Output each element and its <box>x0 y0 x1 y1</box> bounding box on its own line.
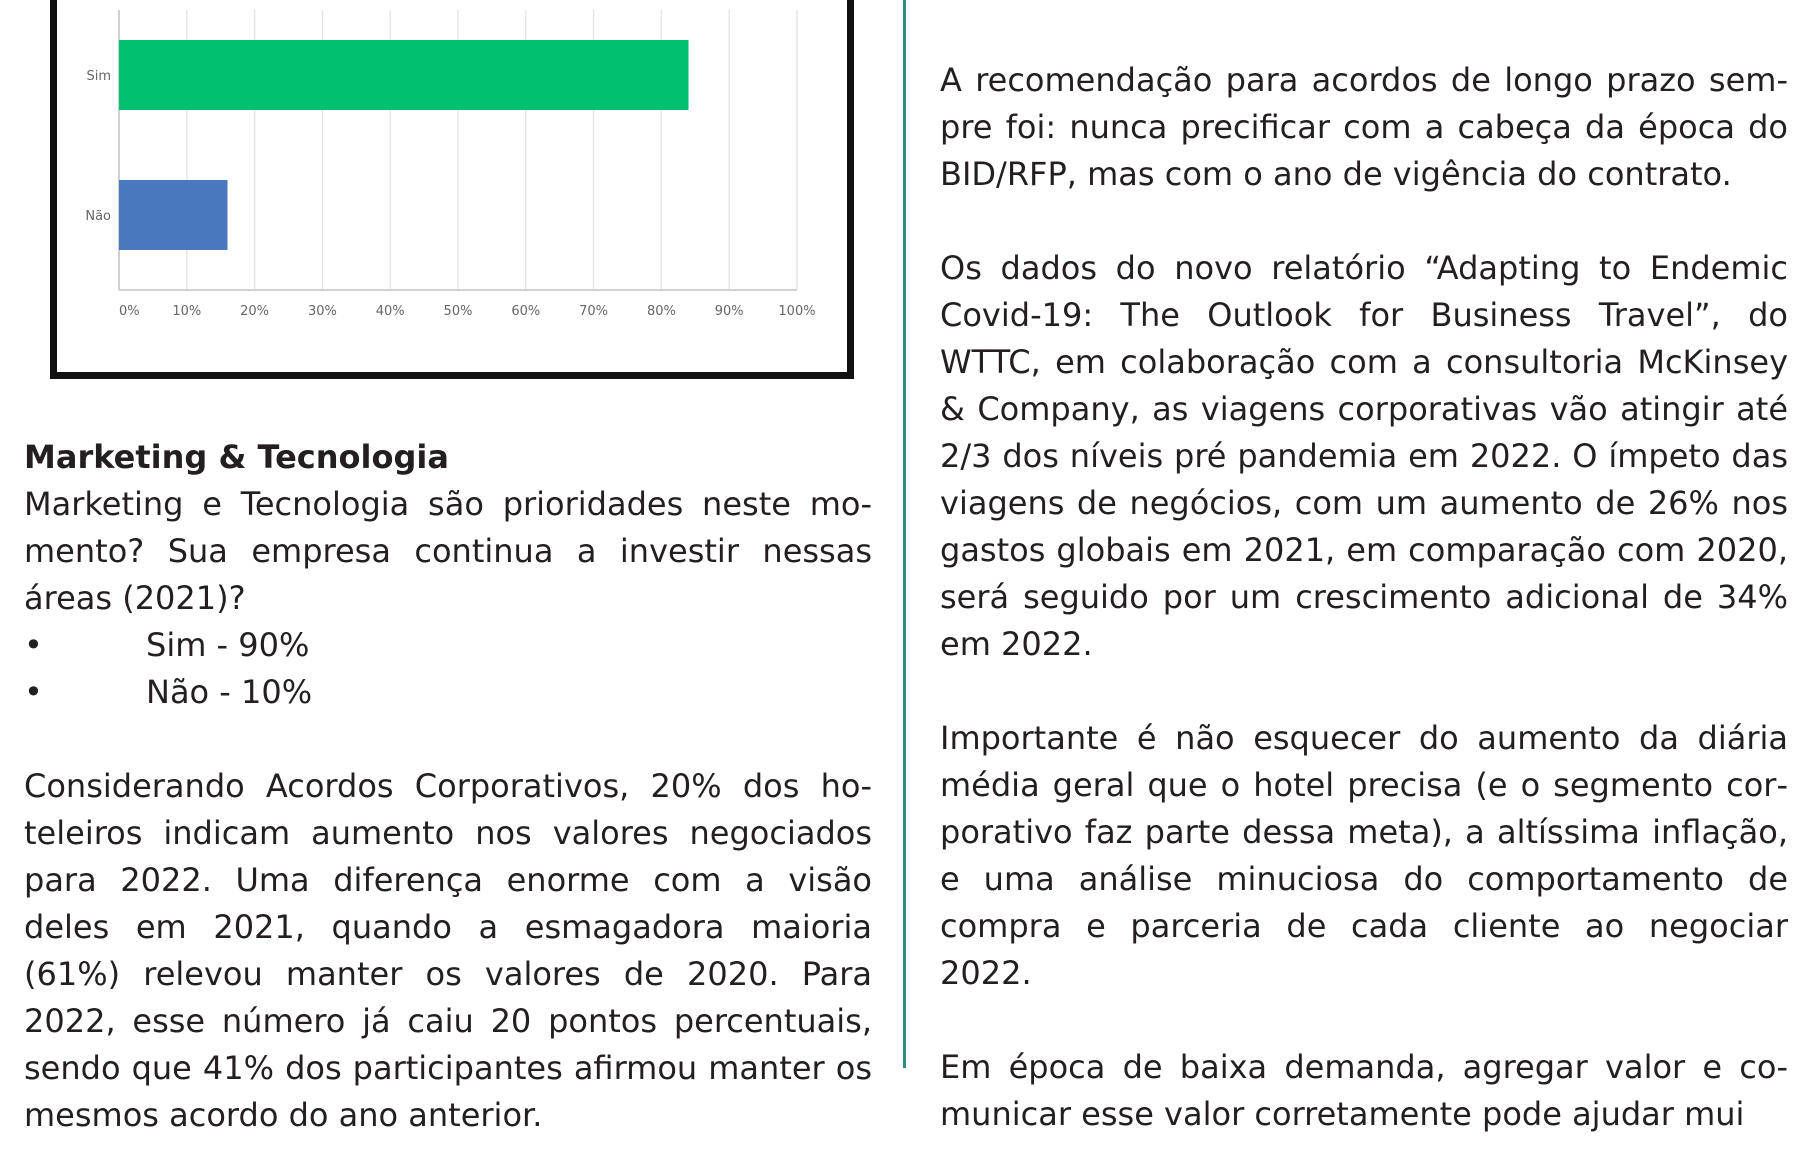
x-tick-label: 60% <box>511 304 541 319</box>
body-paragraph: Os dados do novo relatório “Adapting to Endemic Covid-19: The Outlook for Business Travel”, do WTTC, em colaboração com a consultoria McKinsey & Company, as viagens corporativas vão atingir até 2/3 dos níveis pré pandemia em 2022. O ímpeto das viagens de negócios, com um aumento de 26% nos gastos globais em 2021, em comparação com 2020, será seguido por um crescimento adicional de 34% em 2022. <box>940 249 1788 663</box>
category-label: Não <box>85 209 111 224</box>
bullet-text: Sim - 90% <box>146 626 310 664</box>
x-tick-label: 90% <box>714 304 744 319</box>
section-heading: Marketing & Tecnologia <box>24 438 449 476</box>
list-item <box>24 622 872 669</box>
answer-list <box>24 622 872 716</box>
body-paragraph: Em época de baixa demanda, agregar valor e comunicar esse valor corretamente pode ajudar mui <box>940 1048 1788 1133</box>
bullet-text: Não - 10% <box>146 673 313 711</box>
category-label: Sim <box>86 69 111 84</box>
bar-sim <box>119 40 689 110</box>
chart-frame <box>50 0 854 379</box>
body-paragraph: Importante é não esquecer do aumento da diária média geral que o hotel precisa (e o segmento corporativo faz parte dessa meta), a altíssima inflação, e uma análise minuciosa do comportamento de compra e parceria de cada cliente ao negociar 2022. <box>940 719 1788 992</box>
x-tick-label: 80% <box>646 304 676 319</box>
x-tick-label: 50% <box>443 304 473 319</box>
paragraph-gap <box>940 668 1788 715</box>
bullet-symbol: • <box>24 673 43 711</box>
x-tick-label: 20% <box>240 304 270 319</box>
right-column <box>940 57 1788 1138</box>
paragraph-gap <box>940 997 1788 1044</box>
body-paragraph: Considerando Acordos Corporativos, 20% dos hoteleiros indicam aumento nos valores negociados para 2022. Uma diferença enorme com a visão deles em 2021, quando a esmagadora maioria (61%) relevou manter os valores de 2020. Para 2022, esse número já caiu 20 pontos percentuais, sendo que 41% dos participantes afirmou manter os mesmos acordo do ano anterior. <box>24 767 872 1134</box>
list-item <box>24 669 872 716</box>
body-paragraph: A recomendação para acordos de longo prazo sempre foi: nunca precificar com a cabeça da época do BID/RFP, mas com o ano de vigência do contrato. <box>940 61 1788 193</box>
bar-chart <box>57 0 847 372</box>
x-tick-label: 100% <box>778 304 816 319</box>
left-column <box>24 434 872 1139</box>
x-tick-label: 10% <box>172 304 202 319</box>
x-tick-label: 0% <box>119 304 140 319</box>
bullet-symbol: • <box>24 626 43 664</box>
intro-paragraph: Marketing e Tecnologia são prioridades neste momento? Sua empresa continua a investir nessas áreas (2021)? <box>24 485 872 617</box>
x-tick-label: 70% <box>579 304 609 319</box>
bar-nao <box>119 180 227 250</box>
x-tick-label: 40% <box>375 304 405 319</box>
paragraph-gap <box>24 716 872 763</box>
paragraph-gap <box>940 198 1788 245</box>
column-divider <box>903 0 906 1068</box>
x-tick-label: 30% <box>307 304 337 319</box>
